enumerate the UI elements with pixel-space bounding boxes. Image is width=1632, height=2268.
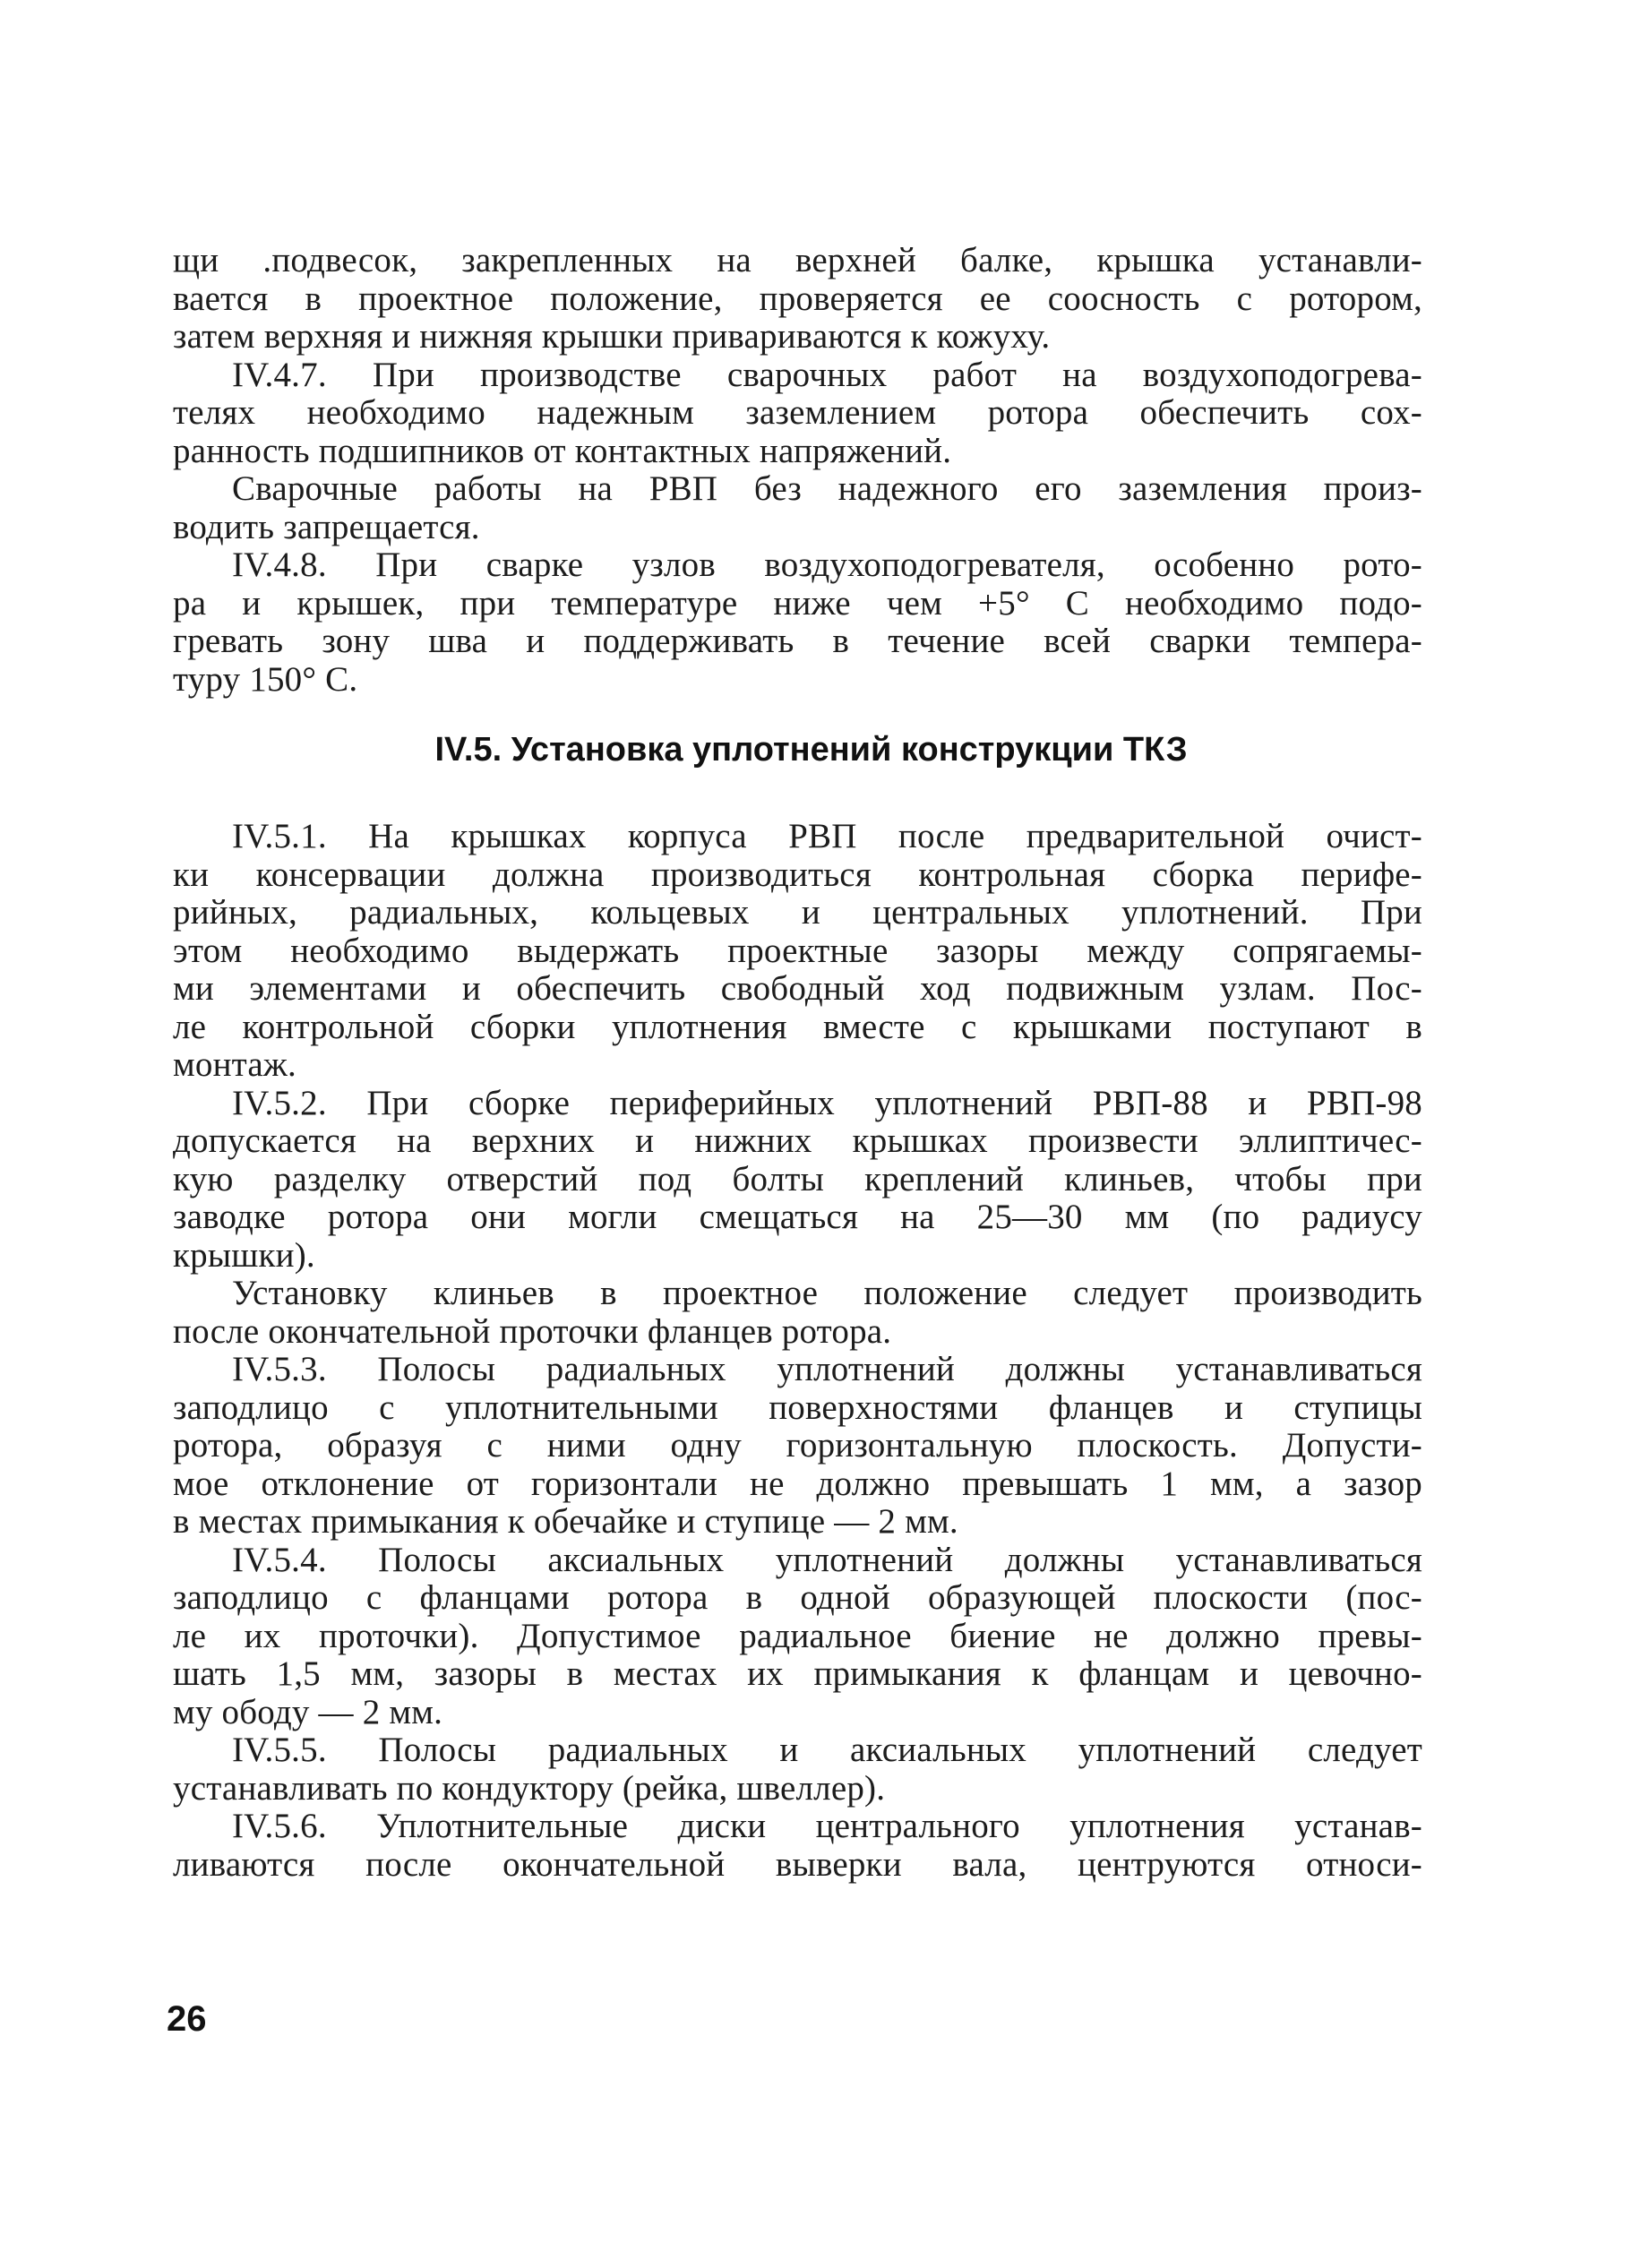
- text-line: этом необходимо выдержать проектные зазоры между сопрягаемы-: [173, 931, 1422, 970]
- text-line: шать 1,5 мм, зазоры в местах их примыкания к фланцам и цевочно-: [173, 1654, 1422, 1693]
- text-line: IV.4.7. При производстве сварочных работ на воздухоподогрева-: [232, 355, 1422, 394]
- text-line: заподлицо с фланцами ротора в одной образующей плоскости (пос-: [173, 1578, 1422, 1617]
- text-line: Установку клиньев в проектное положение следует производить: [232, 1274, 1422, 1312]
- page-number: 26: [167, 1999, 207, 2039]
- text-line: рийных, радиальных, кольцевых и центральных уплотнений. При: [173, 893, 1422, 932]
- text-line: Сварочные работы на РВП без надежного его заземления произ-: [232, 469, 1422, 508]
- text-line: устанавливать по кондуктору (рейка, швеллер).: [173, 1768, 886, 1808]
- text-line: крышки).: [173, 1235, 315, 1275]
- text-line: щи .подвесок, закрепленных на верхней балке, крышка устанавли-: [173, 241, 1422, 279]
- text-line: заводке ротора они могли смещаться на 25—30 мм (по радиусу: [173, 1198, 1422, 1236]
- text-line: в местах примыкания к обечайке и ступице — 2 мм.: [173, 1502, 958, 1541]
- text-line: IV.4.8. При сварке узлов воздухоподогревателя, особенно рото-: [232, 546, 1422, 584]
- body-text: [173, 242, 1422, 1884]
- text-line: телях необходимо надежным заземлением ротора обеспечить сох-: [173, 393, 1422, 432]
- text-line: IV.5.6. Уплотнительные диски центрального уплотнения устанав-: [232, 1807, 1422, 1845]
- text-line: водить запрещается.: [173, 507, 480, 546]
- text-line: ра и крышек, при температуре ниже чем +5° С необходимо подо-: [173, 583, 1422, 623]
- text-line: IV.5.1. На крышках корпуса РВП после предварительной очист-: [232, 817, 1422, 855]
- text-line: вается в проектное положение, проверяется ее соосность с ротором,: [173, 279, 1422, 318]
- text-line: ранность подшипников от контактных напряжений.: [173, 431, 952, 470]
- text-line: ми элементами и обеспечить свободный ход подвижным узлам. Пос-: [173, 969, 1422, 1008]
- text-line: ки консервации должна производиться контрольная сборка перифе-: [173, 855, 1422, 894]
- text-line: заподлицо с уплотнительными поверхностями фланцев и ступицы: [173, 1387, 1422, 1427]
- text-line: му ободу — 2 мм.: [173, 1692, 443, 1731]
- text-line: гревать зону шва и поддерживать в течение всей сварки темпера-: [173, 622, 1422, 660]
- text-line: ле контрольной сборки уплотнения вместе с крышками поступают в: [173, 1007, 1422, 1046]
- text-line: туру 150° С.: [173, 659, 358, 699]
- text-line: IV.5.4. Полосы аксиальных уплотнений должны устанавливаться: [232, 1540, 1422, 1579]
- text-line: кую разделку отверстий под болты креплений клиньев, чтобы при: [173, 1159, 1422, 1198]
- text-line: IV.5.5. Полосы радиальных и аксиальных уплотнений следует: [232, 1731, 1422, 1769]
- section-heading: IV.5. Установка уплотнений конструкции ТКЗ: [434, 731, 1188, 769]
- text-line: ле их проточки). Допустимое радиальное биение не должно превы-: [173, 1616, 1422, 1655]
- text-line: после окончательной проточки фланцев ротора.: [173, 1311, 892, 1351]
- text-line: монтаж.: [173, 1045, 296, 1084]
- text-line: ротора, образуя с ними одну горизонтальную плоскость. Допусти-: [173, 1426, 1422, 1465]
- text-line: мое отклонение от горизонтали не должно превышать 1 мм, а зазор: [173, 1464, 1422, 1503]
- text-line: IV.5.2. При сборке периферийных уплотнений РВП-88 и РВП-98: [232, 1083, 1422, 1122]
- text-line: ливаются после окончательной выверки вала, центруются относи-: [173, 1844, 1422, 1884]
- text-line: IV.5.3. Полосы радиальных уплотнений должны устанавливаться: [232, 1350, 1422, 1388]
- text-line: затем верхняя и нижняя крышки привариваются к кожуху.: [173, 317, 1051, 356]
- text-line: допускается на верхних и нижних крышках произвести эллиптичес-: [173, 1121, 1422, 1160]
